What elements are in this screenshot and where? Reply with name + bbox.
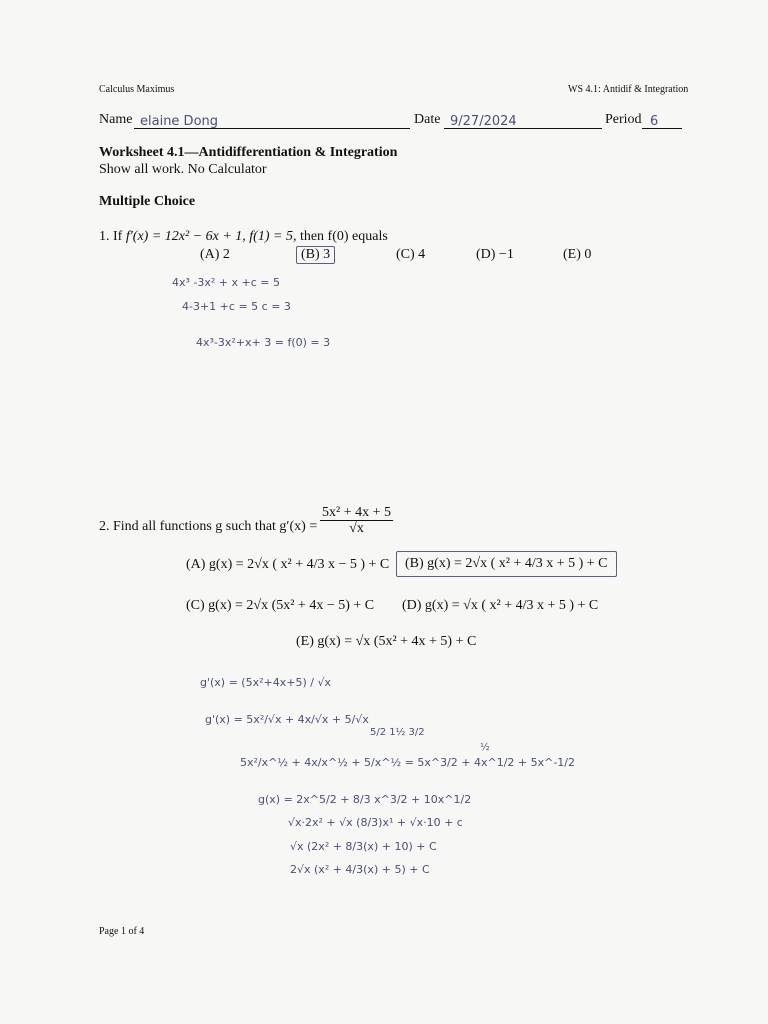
q1-choice-b[interactable]: (B) 3 [296,246,335,264]
q1-choice-a[interactable]: (A) 2 [200,247,230,262]
q2-denominator: √x [349,521,364,537]
q1-work-line: 4x³-3x²+x+ 3 = f(0) = 3 [196,336,331,349]
q2-work-line: g'(x) = 5x²/√x + 4x/√x + 5/√x [205,713,369,726]
q2-work-line: 2√x (x² + 4/3(x) + 5) + C [290,863,430,876]
section-heading: Multiple Choice [99,194,196,209]
name-field[interactable]: elaine Dong [140,114,219,129]
period-label: Period [605,112,642,127]
page-number: Page 1 of 4 [99,926,145,937]
worksheet-ref: WS 4.1: Antidif & Integration [568,84,689,95]
period-underline [642,128,682,129]
q1-number: 1. [99,229,110,244]
period-field[interactable]: 6 [650,114,659,129]
q1-stem-post: , then f(0) equals [292,229,388,244]
q2-numerator: 5x² + 4x + 5 [322,505,391,520]
q2-work-line: √x (2x² + 8/3(x) + 10) + C [290,840,437,853]
q1-choice-e[interactable]: (E) 0 [563,247,592,262]
q2-work-line: g(x) = 2x^5/2 + 8/3 x^3/2 + 10x^1/2 [258,793,472,806]
q1-choice-d[interactable]: (D) −1 [476,247,514,262]
q2-choice-b[interactable]: (B) g(x) = 2√x ( x² + 4/3 x + 5 ) + C [396,551,617,577]
worksheet-title: Worksheet 4.1—Antidifferentiation & Integration [99,145,398,160]
q2-work-line: √x·2x² + √x (8/3)x¹ + √x·10 + c [288,816,463,829]
q1-stem-pre: If [113,229,123,244]
q2-choice-c[interactable]: (C) g(x) = 2√x (5x² + 4x − 5) + C [186,598,375,613]
name-label: Name [99,112,133,127]
q2-choice-d[interactable]: (D) g(x) = √x ( x² + 4/3 x + 5 ) + C [402,598,599,613]
q2-stem [99,519,317,535]
q2-number: 2. [99,519,110,534]
q2-work-line: ½ [480,742,490,753]
q1-stem-math: f′(x) = 12x² − 6x + 1, f(1) = 5 [125,229,293,244]
q1-stem [99,229,388,245]
q2-work-line: 5/2 1½ 3/2 [370,727,425,738]
q2-choice-e[interactable]: (E) g(x) = √x (5x² + 4x + 5) + C [296,634,477,649]
q1-work-line: 4x³ -3x² + x +c = 5 [172,276,280,289]
q2-fraction [318,505,395,537]
date-label: Date [414,112,441,127]
q2-work-line: g'(x) = (5x²+4x+5) / √x [200,676,331,689]
course-name: Calculus Maximus [99,84,175,95]
q1-work-line: 4-3+1 +c = 5 c = 3 [182,300,291,313]
date-field[interactable]: 9/27/2024 [450,114,517,129]
q2-choice-a[interactable]: (A) g(x) = 2√x ( x² + 4/3 x − 5 ) + C [186,557,390,572]
q2-stem-text: Find all functions g such that g′(x) = [113,519,318,534]
q2-work-line: 5x²/x^½ + 4x/x^½ + 5/x^½ = 5x^3/2 + 4x^1/2 + 5x^-1/2 [240,756,576,769]
instructions: Show all work. No Calculator [99,162,267,177]
q1-choice-c[interactable]: (C) 4 [396,247,426,262]
